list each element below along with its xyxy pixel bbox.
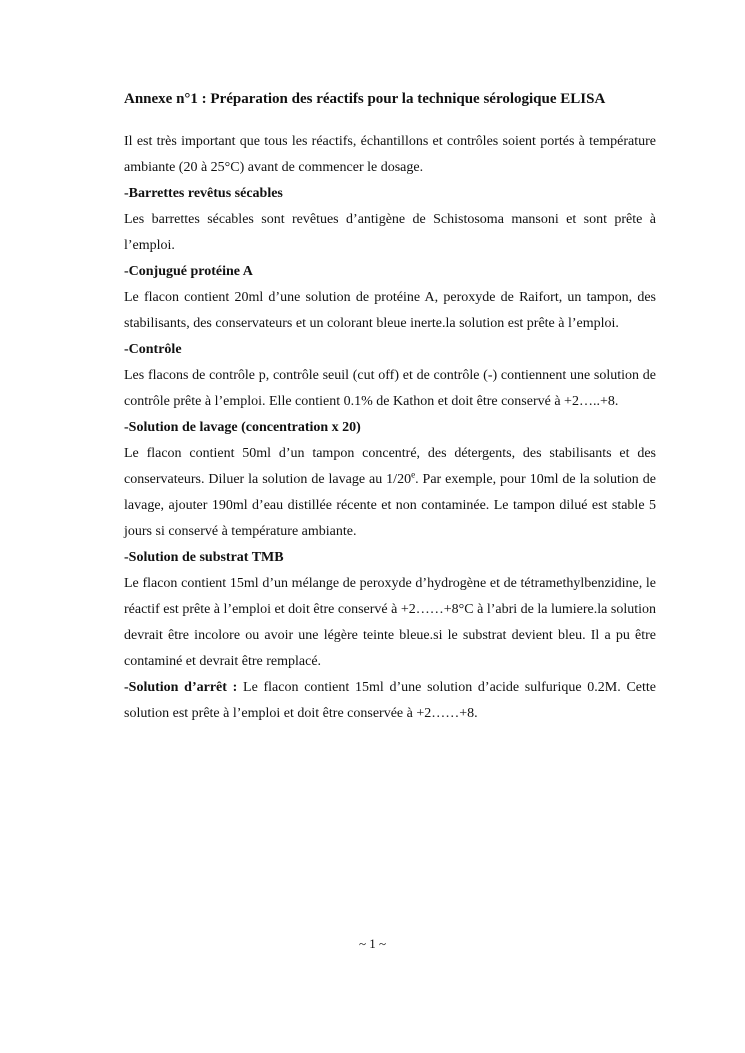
paragraph-arret bbox=[124, 675, 656, 727]
lavage-text-part1: Le flacon contient 50ml d’un tampon concentré, des détergents, des stabilisants et des conservateurs. Diluer la solution de lavage au 1/20 bbox=[124, 446, 656, 487]
document-body bbox=[124, 86, 656, 727]
paragraph-conjugue: Le flacon contient 20ml d’une solution de protéine A, peroxyde de Raifort, un tampon, des stabilisants, des conservateurs et un colorant bleue inerte.la solution est prête à l’emploi. bbox=[124, 290, 656, 331]
page-title: Annexe n°1 : Préparation des réactifs pour la technique sérologique ELISA bbox=[124, 91, 606, 107]
paragraph-barrettes: Les barrettes sécables sont revêtues d’antigène de Schistosoma mansoni et sont prête à l’emploi. bbox=[124, 212, 656, 253]
heading-substrat: -Solution de substrat TMB bbox=[124, 550, 284, 565]
heading-barrettes: -Barrettes revêtus sécables bbox=[124, 186, 283, 201]
heading-controle: -Contrôle bbox=[124, 342, 182, 357]
lavage-superscript: e bbox=[411, 469, 416, 480]
paragraph-lavage bbox=[124, 441, 656, 545]
intro-paragraph: Il est très important que tous les réactifs, échantillons et contrôles soient portés à température ambiante (20 à 25°C) avant de commencer le dosage. bbox=[124, 134, 656, 175]
paragraph-substrat: Le flacon contient 15ml d’un mélange de peroxyde d’hydrogène et de tétramethylbenzidine, le réactif est prête à l’emploi et doit être conservé à +2……+8°C à l’abri de la lumiere.la solution devrait être incolore ou avoir une légère teinte bleue.si le substrat devient bleu. Il a pu être contaminé et devrait être remplacé. bbox=[124, 576, 656, 669]
heading-arret: -Solution d’arrêt : bbox=[124, 680, 238, 695]
paragraph-controle: Les flacons de contrôle p, contrôle seuil (cut off) et de contrôle (-) contiennent une solution de contrôle prête à l’emploi. Elle contient 0.1% de Kathon et doit être conservé à +2…..+8. bbox=[124, 368, 656, 409]
page-number: ~ 1 ~ bbox=[358, 936, 387, 951]
heading-lavage: -Solution de lavage (concentration x 20) bbox=[124, 420, 361, 435]
arret-text: Le flacon contient 15ml d’une solution d’acide sulfurique 0.2M. Cette solution est prête à l’emploi et doit être conservée à +2……+8. bbox=[124, 680, 656, 721]
heading-conjugue: -Conjugué protéine A bbox=[124, 264, 253, 279]
lavage-text-part2: . Par exemple, pour 10ml de la solution de lavage, ajouter 190ml d’eau distillée récente et non contaminée. Le tampon dilué est stable 5 jours si conservé à température ambiante. bbox=[124, 472, 656, 539]
